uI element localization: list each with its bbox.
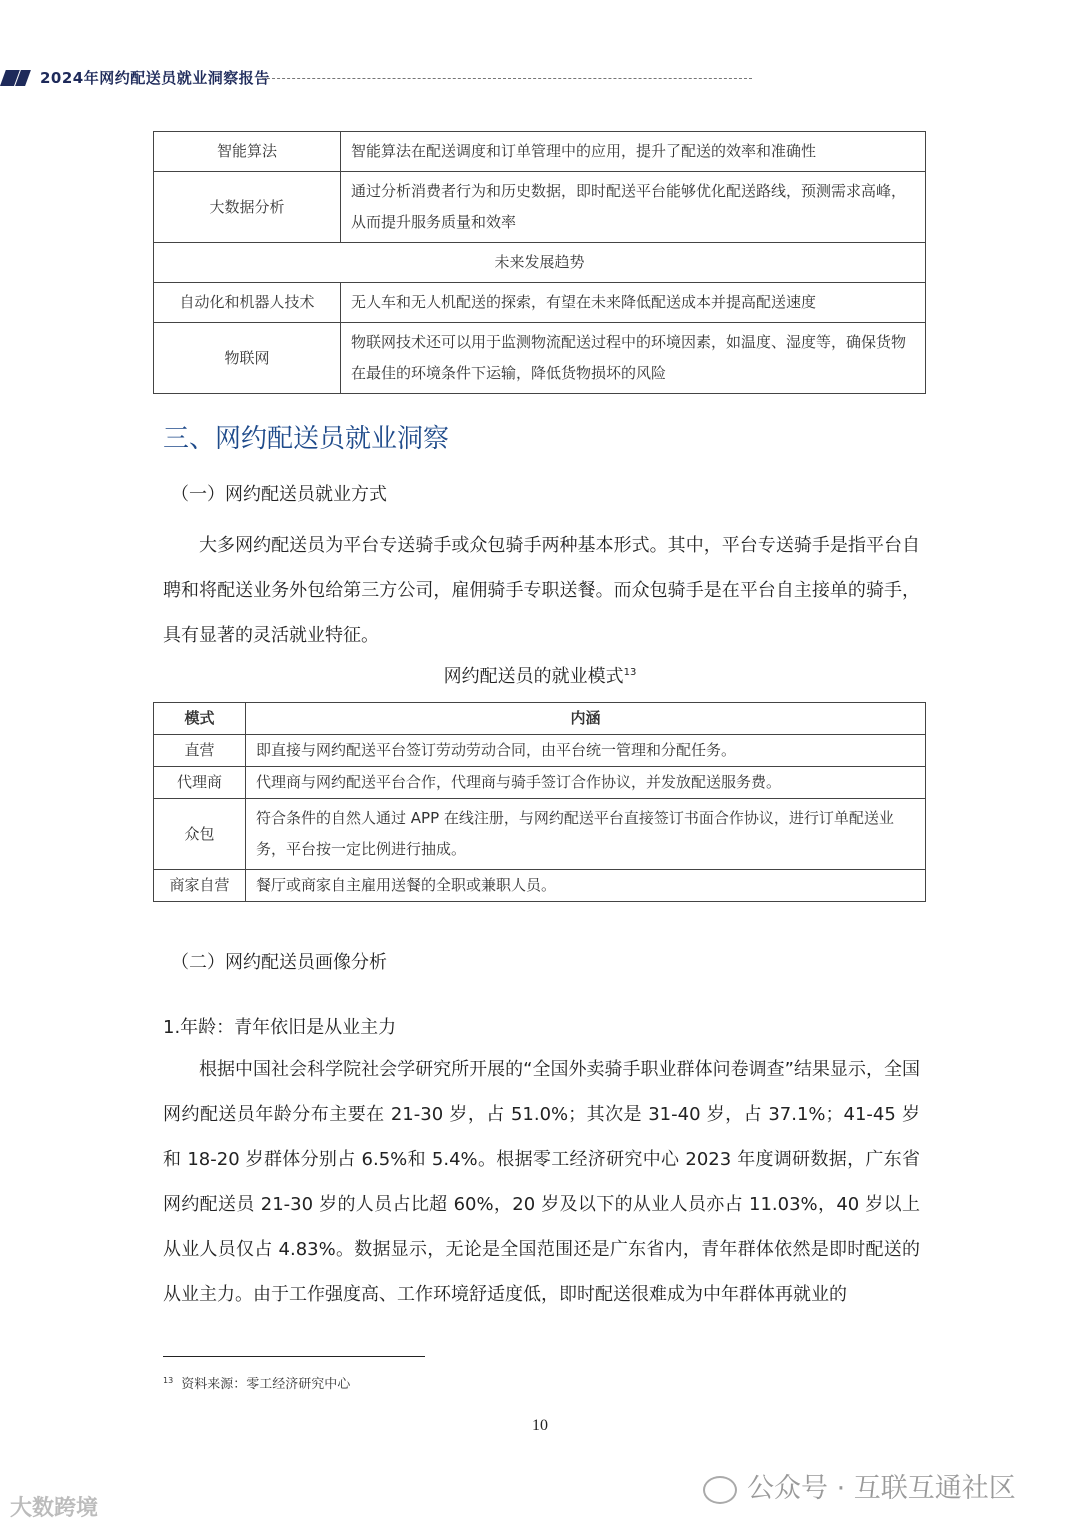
table-row xyxy=(154,799,926,870)
report-header xyxy=(0,62,760,92)
table-row xyxy=(154,323,926,394)
table-cell-label: 智能算法 xyxy=(154,132,341,172)
table-cell-label: 物联网 xyxy=(154,323,341,394)
column-header-desc: 内涵 xyxy=(246,703,926,735)
table-caption xyxy=(0,662,1080,688)
paragraph-employment xyxy=(163,523,920,658)
table-cell-mode: 代理商 xyxy=(154,767,246,799)
footnote xyxy=(163,1373,350,1392)
table-cell-desc: 代理商与网约配送平台合作，代理商与骑手签订合作协议，并发放配送服务费。 xyxy=(246,767,926,799)
footnote-ref: 13 xyxy=(623,667,637,678)
watermark-text: 公众号 · 互联互通社区 xyxy=(747,1473,1016,1504)
footnote-number: 13 xyxy=(163,1375,174,1385)
report-title: 2024年网约配送员就业洞察报告 xyxy=(40,69,270,87)
table-cell-mode: 商家自营 xyxy=(154,870,246,902)
watermark-left: 大数跨境 xyxy=(10,1496,99,1521)
paragraph-text: 根据中国社会科学院社会学研究所开展的“全国外卖骑手职业群体问卷调查”结果显示，全国网约配送员年龄分布主要在 21-30 岁，占 51.0%；其次是 31-40 岁，占 37.1%；41-45 岁和 18-20 岁群体分别占 6.5%和 5.4%。根据零工经济研究中心 2023 年度调研数据，广东省网约配送员 21-30 岁的人员占比超 60%，20 岁及以下的从业人员亦占 11.03%，40 岁以上从业人员仅占 4.83%。数据显示，无论是全国范围还是广东省内，青年群体依然是即时配送的从业主力。由于工作强度高、工作环境舒适度低，即时配送很难成为中年群体再就业的 xyxy=(163,1059,920,1305)
paragraph-age xyxy=(163,1047,920,1317)
page-number: 10 xyxy=(532,1417,548,1434)
table-row xyxy=(154,870,926,902)
table-row xyxy=(154,243,926,283)
caption-text: 网约配送员的就业模式 xyxy=(443,666,624,687)
employment-mode-table xyxy=(153,702,926,902)
table-cell-label: 大数据分析 xyxy=(154,172,341,243)
table-cell-mode: 直营 xyxy=(154,735,246,767)
table-header-row xyxy=(154,703,926,735)
table-cell-text: 智能算法在配送调度和订单管理中的应用，提升了配送的效率和准确性 xyxy=(341,132,926,172)
header-divider xyxy=(262,78,752,79)
wechat-icon xyxy=(703,1476,737,1504)
table-row xyxy=(154,283,926,323)
table-cell-mode: 众包 xyxy=(154,799,246,870)
watermark-wechat xyxy=(703,1466,1016,1505)
table-cell-desc: 符合条件的自然人通过 APP 在线注册，与网约配送平台直接签订书面合作协议，进行订单配送业务，平台按一定比例进行抽成。 xyxy=(246,799,926,870)
subsection-title-profile: （二）网约配送员画像分析 xyxy=(171,952,387,973)
subsection-title-age: 1.年龄：青年依旧是从业主力 xyxy=(163,1017,397,1038)
table-cell-text: 通过分析消费者行为和历史数据，即时配送平台能够优化配送路线，预测需求高峰，从而提升服务质量和效率 xyxy=(341,172,926,243)
table-cell-desc: 餐厅或商家自主雇用送餐的全职或兼职人员。 xyxy=(246,870,926,902)
footnote-divider xyxy=(163,1356,425,1357)
section-title: 三、网约配送员就业洞察 xyxy=(163,424,450,454)
footnote-text: 资料来源：零工经济研究中心 xyxy=(181,1377,351,1392)
tech-trend-table xyxy=(153,131,926,394)
table-cell-desc: 即直接与网约配送平台签订劳动劳动合同，由平台统一管理和分配任务。 xyxy=(246,735,926,767)
table-row xyxy=(154,767,926,799)
table-row xyxy=(154,132,926,172)
table-row xyxy=(154,735,926,767)
subsection-title-employment: （一）网约配送员就业方式 xyxy=(171,484,387,505)
table-row xyxy=(154,172,926,243)
table-section-heading: 未来发展趋势 xyxy=(154,243,926,283)
paragraph-text: 大多网约配送员为平台专送骑手或众包骑手两种基本形式。其中，平台专送骑手是指平台自聘和将配送业务外包给第三方公司，雇佣骑手专职送餐。而众包骑手是在平台自主接单的骑手，具有显著的灵活就业特征。 xyxy=(163,535,920,646)
table-cell-label: 自动化和机器人技术 xyxy=(154,283,341,323)
table-cell-text: 无人车和无人机配送的探索，有望在未来降低配送成本并提高配送速度 xyxy=(341,283,926,323)
column-header-mode: 模式 xyxy=(154,703,246,735)
table-cell-text: 物联网技术还可以用于监测物流配送过程中的环境因素，如温度、湿度等，确保货物在最佳的环境条件下运输，降低货物损坏的风险 xyxy=(341,323,926,394)
